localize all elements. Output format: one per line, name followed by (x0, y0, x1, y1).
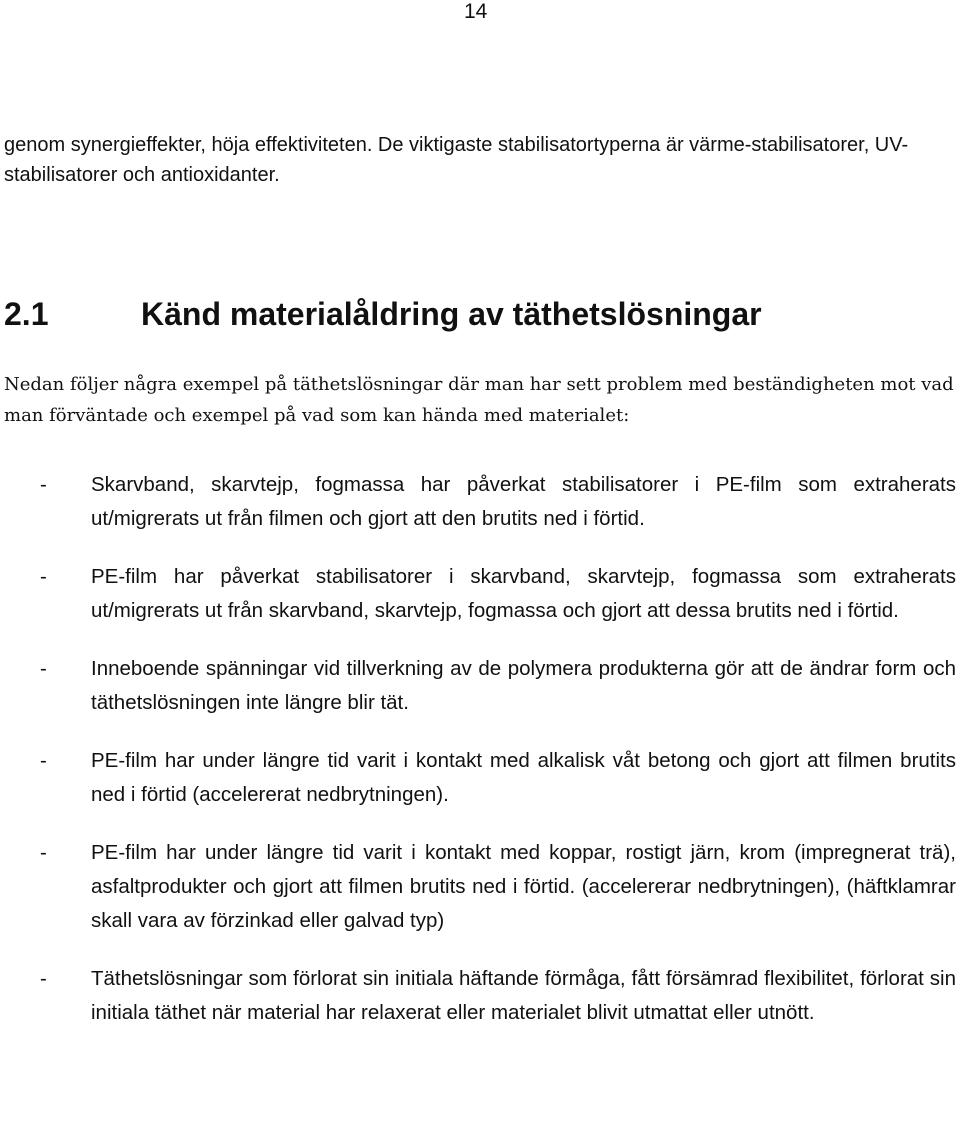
page-number: 14 (464, 0, 488, 23)
bullet-dash: - (40, 749, 47, 772)
list-item (0, 744, 960, 812)
list-item-text: Täthetslösningar som förlorat sin initiala häftande förmåga, fått försämrad flexibilitet, förlorat sin initiala täthet när material har relaxerat eller materialet blivit utmattat eller utnött. (91, 967, 956, 1024)
section-heading (4, 294, 944, 334)
list-item (0, 652, 960, 720)
list-item (0, 836, 960, 938)
list-item-text: PE-film har under längre tid varit i kontakt med koppar, rostigt järn, krom (impregnerat trä), asfaltprodukter och gjort att filmen brutits ned i förtid. (accelererar nedbrytningen), (häftklamrar skall vara av förzinkad eller galvad typ) (91, 841, 956, 932)
bullet-dash: - (40, 657, 47, 680)
list-item (0, 560, 960, 628)
section-title: Känd materialåldring av täthetslösningar (141, 296, 762, 332)
list-item-text: PE-film har under längre tid varit i kontakt med alkalisk våt betong och gjort att filmen brutits ned i förtid (accelererat nedbrytningen). (91, 749, 956, 806)
list-item (0, 962, 960, 1030)
list-item-text: PE-film har påverkat stabilisatorer i skarvband, skarvtejp, fogmassa som extraherats ut/migrerats ut från skarvband, skarvtejp, fogmassa och gjort att dessa brutits ned i förtid. (91, 565, 956, 622)
section-number: 2.1 (4, 296, 49, 332)
bullet-list (0, 468, 960, 1054)
bullet-dash: - (40, 473, 47, 496)
bullet-dash: - (40, 967, 47, 990)
list-item-text: Skarvband, skarvtejp, fogmassa har påverkat stabilisatorer i PE-film som extraherats ut/migrerats ut från filmen och gjort att den brutits ned i förtid. (91, 473, 956, 530)
bullet-dash: - (40, 565, 47, 588)
lead-paragraph: Nedan följer några exempel på täthetslösningar där man har sett problem med beständigheten mot vad man förväntade och exempel på vad som kan hända med materialet: (4, 374, 954, 426)
bullet-dash: - (40, 841, 47, 864)
list-item (0, 468, 960, 536)
list-item-text: Inneboende spänningar vid tillverkning av de polymera produkterna gör att de ändrar form och täthetslösningen inte längre blir tät. (91, 657, 956, 714)
intro-paragraph: genom synergieffekter, höja effektiviteten. De viktigaste stabilisatortyperna är värme-stabilisatorer, UV- stabilisatorer och antioxidanter. (4, 134, 909, 186)
